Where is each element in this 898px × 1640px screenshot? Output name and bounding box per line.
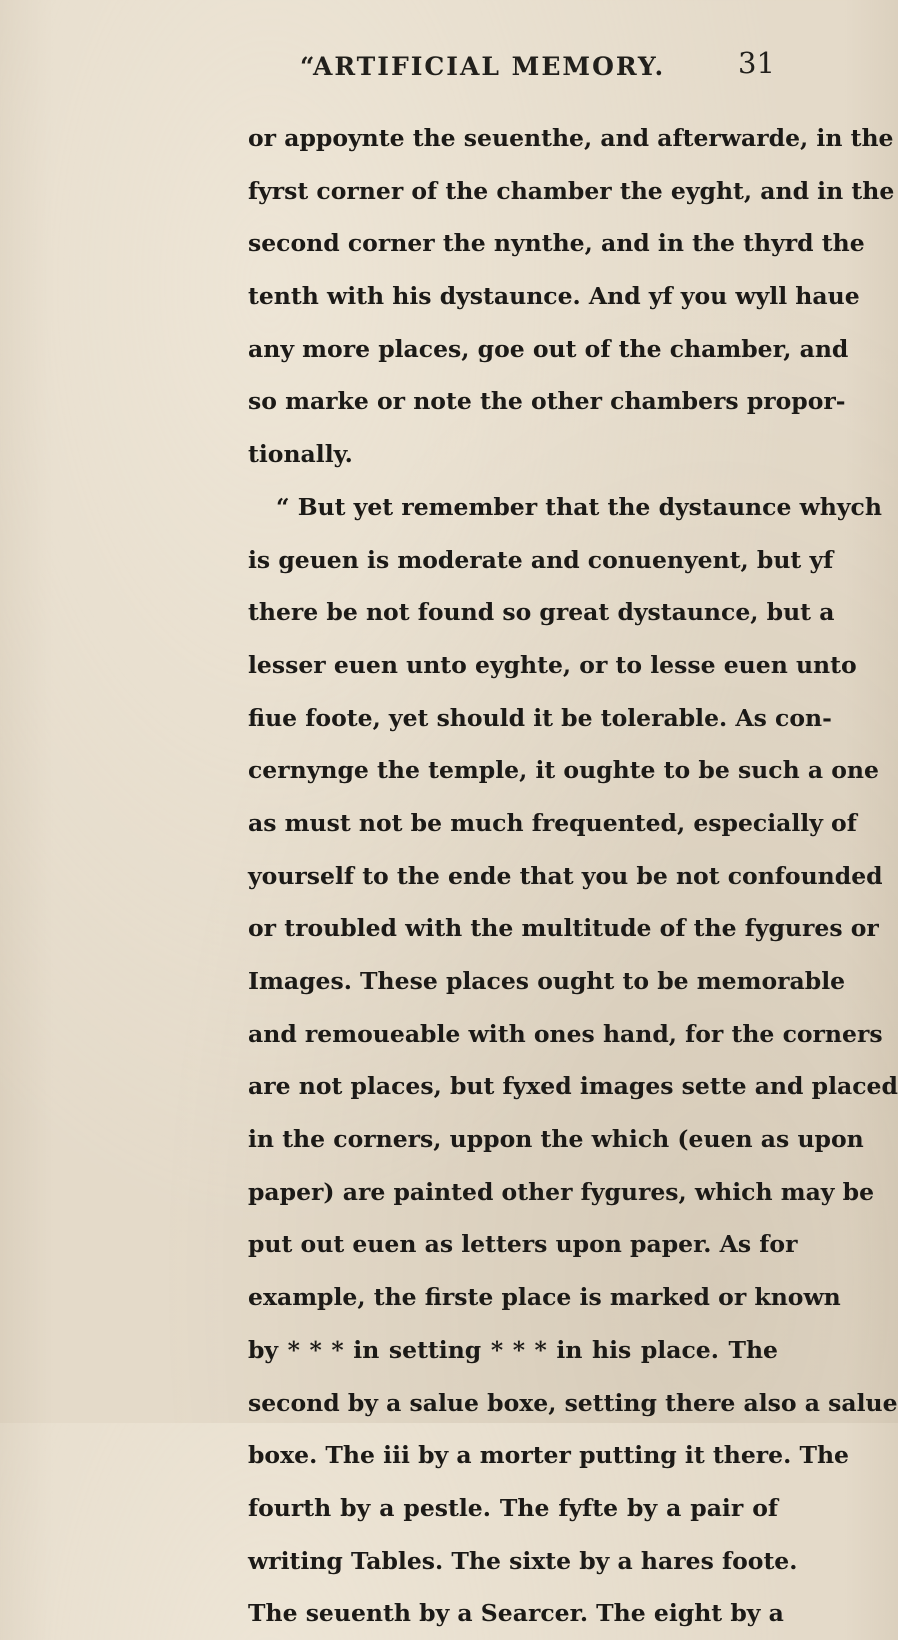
text-line: by * * * in setting * * * in his place. The [248, 1335, 778, 1364]
text-line: tionally. [248, 440, 353, 469]
text-line: in the corners, uppon the which (euen as upon [248, 1125, 864, 1154]
text-line: “ But yet remember that the dystaunce whych [276, 492, 882, 521]
text-line: Images. These places ought to be memorable [248, 967, 846, 995]
text-line: as must not be much frequented, especially of [248, 808, 857, 837]
text-line: or troubled with the multitude of the fygures or [248, 914, 879, 943]
page-number: 31 [738, 46, 775, 80]
text-line: fyrst corner of the chamber the eyght, and in the [248, 176, 895, 205]
text-line: lesser euen unto eyghte, or to lesse euen unto [248, 650, 857, 679]
text-line: cernynge the temple, it oughte to be such a one [248, 756, 879, 785]
text-line: The seuenth by a Searcer. The eight by a [248, 1599, 784, 1628]
text-line: fourth by a pestle. The fyfte by a pair of [248, 1493, 778, 1522]
text-line: second by a salue boxe, setting there also a salue [248, 1388, 898, 1417]
body-text [248, 112, 898, 1640]
text-line: fiue foote, yet should it be tolerable. As con- [248, 703, 832, 732]
text-line: writing Tables. The sixte by a hares foote. [248, 1546, 798, 1575]
text-line: tenth with his dystaunce. And yf you wyll haue [248, 282, 860, 311]
text-line: are not places, but fyxed images sette and placed [248, 1072, 898, 1101]
text-line: yourself to the ende that you be not confounded [248, 861, 883, 890]
text-line: boxe. The iii by a morter putting it there. The [248, 1441, 849, 1470]
text-line: second corner the nynthe, and in the thyrd the [248, 229, 865, 258]
text-line: there be not found so great dystaunce, but a [248, 598, 835, 627]
text-line: paper) are painted other fygures, which may be [248, 1177, 875, 1206]
text-line: any more places, goe out of the chamber, and [248, 334, 849, 363]
text-line: so marke or note the other chambers propor- [248, 387, 846, 416]
text-line: put out euen as letters upon paper. As for [248, 1230, 798, 1259]
text-line: example, the firste place is marked or known [248, 1283, 841, 1312]
text-line: is geuen is moderate and conuenyent, but yf [248, 545, 834, 574]
running-title: “ARTIFICIAL MEMORY. [300, 52, 666, 81]
running-head [0, 46, 800, 92]
text-line: and remoueable with ones hand, for the corners [248, 1019, 883, 1048]
text-line: or appoynte the seuenthe, and afterwarde, in the [248, 124, 894, 152]
